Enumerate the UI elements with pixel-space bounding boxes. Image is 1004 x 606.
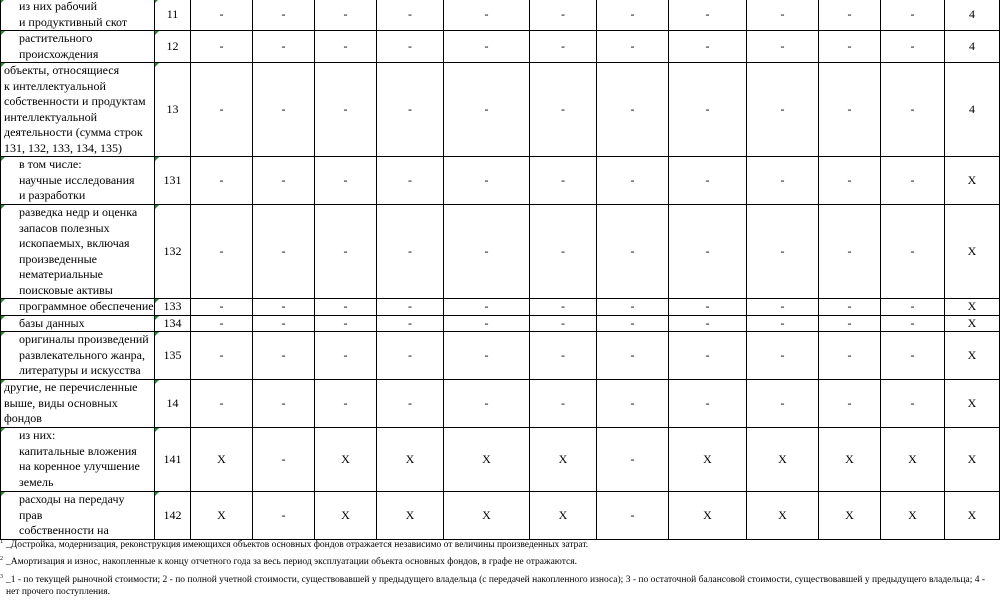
table-row [1, 31, 1000, 63]
value-cell: - [530, 380, 597, 428]
value-cell: - [377, 380, 444, 428]
row-name-cell [1, 31, 155, 63]
value-cell: - [191, 0, 253, 31]
footnote-3-marker: 3 [0, 574, 3, 580]
value-cell: - [881, 315, 945, 332]
value-cell: - [191, 157, 253, 205]
cell-marker-icon [1, 380, 5, 384]
row-name-cell [1, 157, 155, 205]
value-cell: - [747, 299, 819, 316]
value-cell: - [253, 31, 315, 63]
value-cell: - [819, 157, 881, 205]
footnote-3 [0, 574, 1000, 598]
row-name-cell [1, 380, 155, 428]
table-row [1, 205, 1000, 299]
row-name-text: расходы на передачу прав собственности на [19, 492, 125, 537]
row-code-text: 142 [163, 507, 182, 522]
value-cell: - [253, 380, 315, 428]
cell-marker-icon [1, 0, 5, 3]
value-cell: Х [315, 492, 377, 540]
value-cell: Х [377, 492, 444, 540]
value-cell: - [819, 205, 881, 299]
cell-marker-icon [1, 492, 5, 496]
row-code-text: 14 [166, 395, 179, 410]
value-cell: - [444, 0, 530, 31]
row-name-text: из них: капитальные вложения на коренное улучшение земель [19, 428, 140, 489]
value-cell: - [191, 315, 253, 332]
value-cell: - [191, 31, 253, 63]
value-cell: - [253, 0, 315, 31]
value-cell: Х [881, 492, 945, 540]
footnote-3-text: _1 - по текущей рыночной стоимости; 2 - по полной учетной стоимости, существовавшей у предыдущего владельца (с передачей накопленного износа); 3 - по остаточной балансовой стоимости, существовавшей у предыдущего владельца; 4 - нет прочего поступления. [6, 575, 986, 597]
value-cell: - [315, 157, 377, 205]
value-cell: - [377, 0, 444, 31]
row-code-cell [155, 428, 191, 492]
cell-marker-icon [1, 205, 5, 209]
cell-marker-icon [1, 428, 5, 432]
value-cell: - [597, 157, 669, 205]
value-cell: - [377, 332, 444, 380]
row-code-text: 12 [166, 38, 179, 53]
value-cell: - [669, 157, 747, 205]
row-name-text: базы данных [19, 315, 85, 330]
value-cell: - [669, 0, 747, 31]
value-cell: - [315, 0, 377, 31]
row-code-text: 135 [163, 347, 182, 362]
cell-marker-icon [155, 205, 159, 209]
table-row [1, 492, 1000, 540]
value-cell: - [191, 205, 253, 299]
row-code-cell [155, 332, 191, 380]
value-cell: - [530, 315, 597, 332]
value-cell: - [315, 31, 377, 63]
value-cell: - [444, 299, 530, 316]
row-name-cell [1, 332, 155, 380]
value-cell: Х [669, 428, 747, 492]
value-cell: - [530, 299, 597, 316]
row-code-text: 131 [163, 172, 182, 187]
value-cell: - [530, 31, 597, 63]
value-cell: - [253, 315, 315, 332]
cell-marker-icon [155, 428, 159, 432]
cell-marker-icon [1, 299, 5, 303]
value-cell: - [444, 205, 530, 299]
footnote-1-text: _Достройка, модернизация, реконструкция имеющихся объектов основных фондов отражается независимо от величины произведенных затрат. [6, 540, 589, 550]
value-cell: Х [945, 332, 1000, 380]
row-name-cell [1, 0, 155, 31]
value-cell: - [881, 63, 945, 157]
row-name-cell [1, 205, 155, 299]
value-cell: - [530, 63, 597, 157]
value-cell: - [881, 0, 945, 31]
value-cell: Х [377, 428, 444, 492]
value-cell: - [444, 63, 530, 157]
value-cell: - [253, 332, 315, 380]
cell-marker-icon [155, 332, 159, 336]
value-cell: Х [945, 315, 1000, 332]
value-cell: - [669, 332, 747, 380]
row-code-text: 13 [166, 101, 179, 116]
value-cell: - [881, 299, 945, 316]
row-code-text: 132 [163, 243, 182, 258]
value-cell: - [444, 31, 530, 63]
value-cell: - [377, 299, 444, 316]
cell-marker-icon [1, 332, 5, 336]
value-cell: - [669, 63, 747, 157]
table-row [1, 63, 1000, 157]
value-cell: Х [945, 428, 1000, 492]
value-cell: Х [945, 380, 1000, 428]
table-row [1, 157, 1000, 205]
row-name-text: объекты, относящиеся к интеллектуальной собственности и продуктам интеллектуальной деятельности (сумма строк 131, 132, 133, 134, 135) [4, 63, 146, 155]
value-cell: - [819, 31, 881, 63]
value-cell: Х [444, 428, 530, 492]
value-cell: 4 [945, 0, 1000, 31]
value-cell: - [253, 63, 315, 157]
value-cell: Х [444, 492, 530, 540]
value-cell: - [597, 31, 669, 63]
value-cell: Х [530, 492, 597, 540]
value-cell: - [597, 332, 669, 380]
value-cell: - [444, 332, 530, 380]
value-cell: Х [747, 428, 819, 492]
value-cell: - [881, 157, 945, 205]
cell-marker-icon [1, 31, 5, 35]
value-cell: - [530, 332, 597, 380]
row-code-text: 134 [163, 315, 182, 330]
footnotes [0, 539, 1000, 598]
value-cell: Х [669, 492, 747, 540]
cell-marker-icon [155, 157, 159, 161]
value-cell: - [315, 332, 377, 380]
value-cell: - [315, 299, 377, 316]
value-cell: - [819, 299, 881, 316]
value-cell: - [377, 157, 444, 205]
value-cell: Х [945, 299, 1000, 316]
value-cell: - [597, 380, 669, 428]
value-cell: - [444, 315, 530, 332]
value-cell: Х [191, 428, 253, 492]
value-cell: - [597, 0, 669, 31]
value-cell: - [747, 63, 819, 157]
value-cell: - [444, 157, 530, 205]
footnote-1-marker: 1 [0, 539, 3, 545]
row-code-cell [155, 380, 191, 428]
value-cell: Х [530, 428, 597, 492]
row-name-text: оригиналы произведений развлекательного жанра, литературы и искусства [19, 332, 149, 377]
value-cell: - [747, 31, 819, 63]
value-cell: - [377, 315, 444, 332]
value-cell: - [315, 205, 377, 299]
value-cell: - [819, 332, 881, 380]
cell-marker-icon [155, 380, 159, 384]
value-cell: Х [945, 205, 1000, 299]
value-cell: - [819, 380, 881, 428]
value-cell: - [444, 380, 530, 428]
table-row [1, 428, 1000, 492]
value-cell: - [597, 428, 669, 492]
value-cell: - [253, 299, 315, 316]
row-code-text: 133 [163, 299, 182, 313]
value-cell: - [747, 380, 819, 428]
value-cell: - [315, 63, 377, 157]
table-row [1, 332, 1000, 380]
value-cell: - [747, 157, 819, 205]
value-cell: - [669, 299, 747, 316]
value-cell: - [747, 315, 819, 332]
row-code-cell [155, 315, 191, 332]
value-cell: Х [819, 492, 881, 540]
footnote-2 [0, 556, 1000, 568]
value-cell: - [881, 31, 945, 63]
value-cell: - [747, 0, 819, 31]
cell-marker-icon [1, 157, 5, 161]
value-cell: - [819, 315, 881, 332]
value-cell: - [191, 332, 253, 380]
value-cell: - [315, 380, 377, 428]
value-cell: - [191, 380, 253, 428]
value-cell: - [253, 428, 315, 492]
value-cell: 4 [945, 63, 1000, 157]
footnote-2-text: _Амортизация и износ, накопленные к концу отчетного года за весь период эксплуатации объекта основных фондов, в графе не отражаются. [6, 557, 577, 567]
value-cell: - [669, 31, 747, 63]
row-name-text: разведка недр и оценка запасов полезных ископаемых, включая произведенные нематериальные поисковые активы [19, 205, 138, 297]
table-row [1, 0, 1000, 31]
value-cell: - [597, 315, 669, 332]
table-row [1, 299, 1000, 316]
value-cell: 4 [945, 31, 1000, 63]
value-cell: Х [945, 492, 1000, 540]
value-cell: - [530, 205, 597, 299]
value-cell: - [669, 205, 747, 299]
row-name-cell [1, 63, 155, 157]
value-cell: Х [191, 492, 253, 540]
value-cell: - [315, 315, 377, 332]
value-cell: - [597, 63, 669, 157]
row-name-text: растительного происхождения [19, 31, 99, 61]
table-row [1, 315, 1000, 332]
row-code-cell [155, 205, 191, 299]
value-cell: - [253, 205, 315, 299]
value-cell: - [377, 31, 444, 63]
row-code-cell [155, 157, 191, 205]
row-code-cell [155, 31, 191, 63]
cell-marker-icon [155, 31, 159, 35]
value-cell: - [881, 205, 945, 299]
value-cell: - [191, 63, 253, 157]
value-cell: - [530, 157, 597, 205]
value-cell: - [191, 299, 253, 316]
cell-marker-icon [155, 316, 159, 320]
cell-marker-icon [1, 316, 5, 320]
table-row [1, 380, 1000, 428]
cell-marker-icon [155, 0, 159, 3]
value-cell: - [253, 157, 315, 205]
row-code-text: 11 [166, 6, 179, 21]
footnote-1 [0, 539, 1000, 551]
value-cell: - [881, 332, 945, 380]
value-cell: - [530, 0, 597, 31]
row-code-cell [155, 299, 191, 316]
row-code-cell [155, 63, 191, 157]
row-code-text: 141 [163, 451, 182, 466]
value-cell: - [747, 205, 819, 299]
row-code-cell [155, 0, 191, 31]
row-name-cell [1, 428, 155, 492]
cell-marker-icon [155, 492, 159, 496]
value-cell: - [597, 205, 669, 299]
value-cell: Х [819, 428, 881, 492]
cell-marker-icon [155, 63, 159, 67]
table-body [1, 0, 1000, 540]
value-cell: - [597, 299, 669, 316]
value-cell: - [377, 63, 444, 157]
row-name-cell [1, 299, 155, 316]
value-cell: - [669, 380, 747, 428]
row-name-text: другие, не перечисленные выше, виды основных фондов [4, 380, 138, 425]
value-cell: Х [315, 428, 377, 492]
value-cell: - [597, 492, 669, 540]
value-cell: - [881, 380, 945, 428]
row-name-text: в том числе: научные исследования и разработки [19, 157, 135, 202]
row-code-cell [155, 492, 191, 540]
value-cell: - [253, 492, 315, 540]
value-cell: - [819, 63, 881, 157]
cell-marker-icon [155, 299, 159, 303]
footnote-2-marker: 2 [0, 556, 3, 562]
row-name-cell [1, 492, 155, 540]
value-cell: Х [747, 492, 819, 540]
value-cell: Х [881, 428, 945, 492]
value-cell: - [669, 315, 747, 332]
value-cell: - [819, 0, 881, 31]
cell-marker-icon [1, 63, 5, 67]
row-name-text: программное обеспечение [19, 299, 154, 313]
row-name-text: из них рабочий и продуктивный скот [19, 0, 128, 29]
value-cell: Х [945, 157, 1000, 205]
value-cell: - [377, 205, 444, 299]
row-name-cell [1, 315, 155, 332]
value-cell: - [747, 332, 819, 380]
